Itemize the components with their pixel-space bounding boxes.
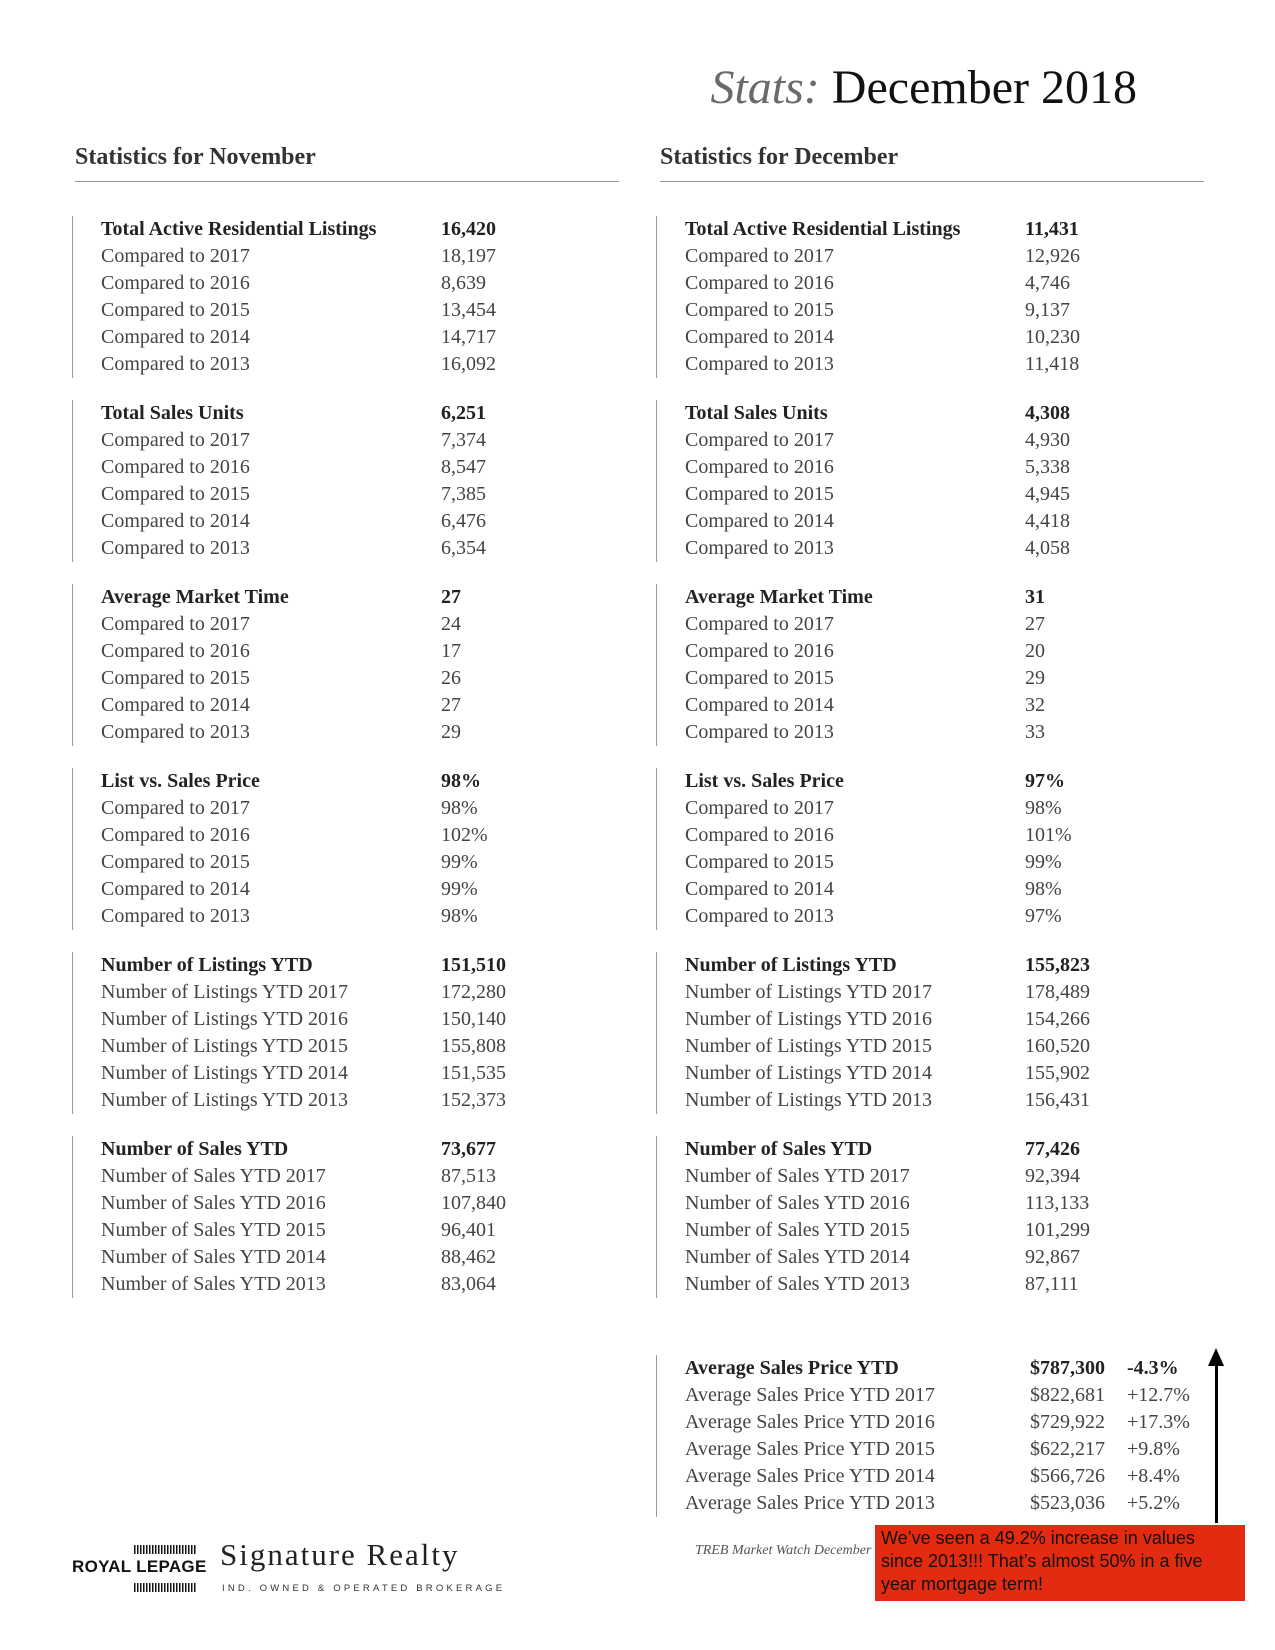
stat-row [101,1087,632,1114]
stat-row [685,719,1216,746]
stat-row [101,638,632,665]
stat-label: Number of Sales YTD [685,1138,873,1160]
stat-label: Compared to 2017 [685,429,834,451]
stat-value: 99% [1025,851,1062,873]
callout-note: We’ve seen a 49.2% increase in values since 2013!!! That’s almost 50% in a five year mortgage term! [875,1525,1245,1601]
stat-label: Compared to 2015 [101,667,250,689]
stat-label: Number of Sales YTD 2014 [101,1246,326,1268]
stat-value: 5,338 [1025,456,1070,478]
stat-row [685,1244,1216,1271]
stat-label: Compared to 2016 [685,272,834,294]
stat-value: 88,462 [441,1246,496,1268]
stat-value: 101% [1025,824,1072,846]
stat-label: Compared to 2013 [685,537,834,559]
stat-row [101,270,632,297]
price-row [685,1463,1245,1490]
stat-row [685,1190,1216,1217]
page-title-main: December 2018 [831,61,1137,114]
stat-label: Compared to 2017 [101,245,250,267]
source-note: TREB Market Watch December [695,1543,872,1558]
stat-row-total [101,584,632,611]
stat-value: 99% [441,878,478,900]
stat-row [101,795,632,822]
price-row-total [685,1355,1245,1382]
stat-value: 152,373 [441,1089,506,1111]
stats-section [72,400,632,562]
stat-row [685,849,1216,876]
stat-value: 6,476 [441,510,486,532]
stat-row [685,903,1216,930]
stat-value: 7,385 [441,483,486,505]
stat-value: 98% [1025,878,1062,900]
page-title [710,60,1137,115]
stat-row [101,719,632,746]
stat-row [685,351,1216,378]
logo-subtitle: IND. OWNED & OPERATED BROKERAGE [222,1583,506,1594]
stat-row [101,822,632,849]
stat-value: 97% [1025,905,1062,927]
stat-value: 14,717 [441,326,496,348]
stat-row-total [685,768,1216,795]
stats-section [656,952,1216,1114]
stat-row [685,638,1216,665]
stat-row [685,1060,1216,1087]
stats-section [656,216,1216,378]
stat-row [101,1190,632,1217]
stat-value: 6,354 [441,537,486,559]
stat-row [685,1217,1216,1244]
stat-label: Compared to 2013 [685,721,834,743]
stat-row [685,1006,1216,1033]
stat-value: 17 [441,640,461,662]
stat-label: Number of Sales YTD 2015 [685,1219,910,1241]
stat-label: Compared to 2016 [101,272,250,294]
stat-value: 16,420 [441,218,496,240]
stat-label: Compared to 2014 [685,510,834,532]
stats-section [72,584,632,746]
stat-row [101,481,632,508]
stat-value: 98% [1025,797,1062,819]
stat-row [685,324,1216,351]
stat-label: Compared to 2013 [685,353,834,375]
stat-label: Compared to 2015 [101,851,250,873]
stat-label: Compared to 2014 [685,694,834,716]
logo-name: Signature Realty [220,1537,460,1572]
stat-row-total [685,216,1216,243]
stat-row [101,876,632,903]
stat-row [685,876,1216,903]
stat-value: 154,266 [1025,1008,1090,1030]
november-stats-column [72,216,632,1320]
stat-row [685,481,1216,508]
stat-value: 155,808 [441,1035,506,1057]
stat-label: Compared to 2013 [101,537,250,559]
stat-row [685,427,1216,454]
stat-value: 92,394 [1025,1165,1080,1187]
stat-value: 12,926 [1025,245,1080,267]
stat-label: Compared to 2014 [101,510,250,532]
stat-label: Compared to 2017 [685,797,834,819]
stat-value: 18,197 [441,245,496,267]
stat-row-total [101,400,632,427]
stats-section [72,768,632,930]
stat-label: Number of Listings YTD 2016 [685,1008,933,1030]
stat-value: 77,426 [1025,1138,1080,1160]
price-value: $787,300 [1030,1357,1105,1379]
stat-row [685,665,1216,692]
price-change: +17.3% [1127,1411,1190,1433]
stat-value: 83,064 [441,1273,496,1295]
stat-value: 32 [1025,694,1045,716]
stat-label: Number of Sales YTD 2016 [101,1192,326,1214]
stat-label: Number of Sales YTD 2015 [101,1219,326,1241]
stat-value: 96,401 [441,1219,496,1241]
price-change: +9.8% [1127,1438,1180,1460]
stat-row-total [101,216,632,243]
stat-value: 99% [441,851,478,873]
stat-value: 4,945 [1025,483,1070,505]
stats-section [656,400,1216,562]
price-change: -4.3% [1127,1357,1179,1379]
price-label: Average Sales Price YTD 2014 [685,1465,935,1487]
stats-section [72,216,632,378]
stat-row [101,243,632,270]
stat-label: Total Sales Units [101,402,244,424]
stat-row-total [101,768,632,795]
december-heading: Statistics for December [660,144,1204,182]
stat-label: Total Active Residential Listings [685,218,961,240]
stat-label: Number of Listings YTD 2014 [101,1062,349,1084]
stat-label: Number of Listings YTD 2013 [101,1089,349,1111]
stat-label: Compared to 2013 [101,905,250,927]
stat-label: Compared to 2016 [101,824,250,846]
stat-row [101,665,632,692]
stat-label: Average Market Time [101,586,289,608]
stat-label: Compared to 2016 [101,456,250,478]
november-heading: Statistics for November [75,144,619,182]
price-change: +8.4% [1127,1465,1180,1487]
stat-label: Number of Listings YTD 2017 [685,981,933,1003]
stat-value: 155,823 [1025,954,1090,976]
stats-section [656,768,1216,930]
stat-label: Total Sales Units [685,402,828,424]
stat-value: 107,840 [441,1192,506,1214]
stats-section [72,952,632,1114]
stat-row [685,243,1216,270]
stat-label: Number of Sales YTD 2017 [101,1165,326,1187]
stat-value: 4,308 [1025,402,1070,424]
price-row [685,1382,1245,1409]
stat-label: Number of Listings YTD 2015 [685,1035,933,1057]
stat-label: Compared to 2017 [101,429,250,451]
stat-value: 155,902 [1025,1062,1090,1084]
stat-row [685,1087,1216,1114]
stat-label: Number of Listings YTD 2013 [685,1089,933,1111]
logo-bars-bottom [134,1583,196,1592]
stat-label: Compared to 2015 [685,299,834,321]
stat-label: List vs. Sales Price [685,770,844,792]
stat-value: 151,535 [441,1062,506,1084]
stat-row [101,1163,632,1190]
stat-value: 11,418 [1025,353,1080,375]
stat-label: Total Active Residential Listings [101,218,377,240]
stat-row-total [685,584,1216,611]
stat-row [685,1033,1216,1060]
logo-bars-top [134,1545,196,1554]
stat-value: 16,092 [441,353,496,375]
stat-row [685,611,1216,638]
stat-value: 4,930 [1025,429,1070,451]
stat-row [685,297,1216,324]
stat-label: Compared to 2014 [685,326,834,348]
stat-value: 6,251 [441,402,486,424]
stat-value: 27 [1025,613,1045,635]
stat-label: Number of Listings YTD 2015 [101,1035,349,1057]
price-value: $622,217 [1030,1438,1105,1460]
stat-label: Compared to 2015 [101,483,250,505]
price-label: Average Sales Price YTD 2015 [685,1438,935,1460]
stat-label: Number of Sales YTD 2013 [685,1273,910,1295]
stat-value: 97% [1025,770,1065,792]
stat-value: 27 [441,694,461,716]
stat-row [101,535,632,562]
stat-label: Compared to 2013 [101,721,250,743]
stat-value: 20 [1025,640,1045,662]
stat-label: Compared to 2015 [685,483,834,505]
stat-value: 98% [441,905,478,927]
price-change: +12.7% [1127,1384,1190,1406]
stat-row [101,427,632,454]
stat-value: 31 [1025,586,1045,608]
stat-row [101,324,632,351]
stat-value: 98% [441,770,481,792]
stat-value: 29 [1025,667,1045,689]
stat-label: Number of Sales YTD 2017 [685,1165,910,1187]
stat-value: 151,510 [441,954,506,976]
stat-label: Number of Listings YTD 2014 [685,1062,933,1084]
stat-value: 4,058 [1025,537,1070,559]
stat-label: Compared to 2017 [101,797,250,819]
stat-row [685,454,1216,481]
price-row [685,1436,1245,1463]
stat-value: 13,454 [441,299,496,321]
stat-value: 87,111 [1025,1273,1079,1295]
stat-value: 113,133 [1025,1192,1090,1214]
stat-row [685,822,1216,849]
price-value: $822,681 [1030,1384,1105,1406]
stat-row [685,270,1216,297]
stat-value: 4,418 [1025,510,1070,532]
stat-value: 101,299 [1025,1219,1090,1241]
stat-label: Compared to 2015 [685,667,834,689]
stat-row [101,1217,632,1244]
stat-value: 27 [441,586,461,608]
price-value: $729,922 [1030,1411,1105,1433]
stat-row [685,979,1216,1006]
stat-label: Compared to 2016 [685,824,834,846]
stat-row [101,454,632,481]
stat-value: 150,140 [441,1008,506,1030]
stat-label: Average Market Time [685,586,873,608]
stat-value: 156,431 [1025,1089,1090,1111]
stat-value: 24 [441,613,461,635]
stat-row [101,297,632,324]
stat-row [685,535,1216,562]
stat-row [101,1271,632,1298]
stats-section [72,1136,632,1298]
stat-label: Compared to 2015 [685,851,834,873]
stat-row-total [101,952,632,979]
stat-label: Number of Listings YTD [685,954,897,976]
stat-row [101,1006,632,1033]
stat-label: Compared to 2014 [101,878,250,900]
stat-label: Number of Listings YTD 2016 [101,1008,349,1030]
stat-value: 4,746 [1025,272,1070,294]
stat-row [101,1060,632,1087]
up-arrow-icon [1215,1356,1218,1523]
stat-row-total [685,952,1216,979]
logo-brand: ROYAL LEPAGE [72,1557,207,1576]
stat-value: 10,230 [1025,326,1080,348]
stat-value: 9,137 [1025,299,1070,321]
stat-row [101,351,632,378]
stat-label: Compared to 2014 [685,878,834,900]
stat-label: Compared to 2017 [685,613,834,635]
price-value: $566,726 [1030,1465,1105,1487]
price-label: Average Sales Price YTD [685,1357,899,1379]
page-title-prefix: Stats: [710,61,820,114]
stat-row [101,849,632,876]
stat-row [101,979,632,1006]
stat-label: Number of Sales YTD 2013 [101,1273,326,1295]
stat-value: 102% [441,824,488,846]
price-row [685,1490,1245,1517]
stat-label: Compared to 2017 [685,245,834,267]
price-label: Average Sales Price YTD 2013 [685,1492,935,1514]
stat-row [685,692,1216,719]
stat-label: Compared to 2017 [101,613,250,635]
stat-value: 92,867 [1025,1246,1080,1268]
stat-label: Compared to 2016 [685,456,834,478]
price-label: Average Sales Price YTD 2017 [685,1384,935,1406]
december-stats-column [656,216,1216,1320]
stat-label: Number of Listings YTD 2017 [101,981,349,1003]
stat-label: Number of Sales YTD [101,1138,289,1160]
stat-row [685,795,1216,822]
stat-label: Compared to 2016 [685,640,834,662]
stat-row [685,508,1216,535]
stat-label: Compared to 2016 [101,640,250,662]
stat-label: Compared to 2015 [101,299,250,321]
stat-row [101,611,632,638]
stat-row [101,692,632,719]
stat-row-total [101,1136,632,1163]
stat-value: 29 [441,721,461,743]
stat-value: 26 [441,667,461,689]
stat-label: Compared to 2013 [101,353,250,375]
stat-row [101,1033,632,1060]
stat-row [685,1163,1216,1190]
price-row [685,1409,1245,1436]
price-value: $523,036 [1030,1492,1105,1514]
stat-value: 98% [441,797,478,819]
stat-label: Number of Sales YTD 2016 [685,1192,910,1214]
stat-row [101,508,632,535]
average-sales-price-section [656,1355,1245,1517]
stat-label: Number of Sales YTD 2014 [685,1246,910,1268]
stat-label: Number of Listings YTD [101,954,313,976]
stat-value: 160,520 [1025,1035,1090,1057]
stat-row-total [685,1136,1216,1163]
stat-label: Compared to 2014 [101,326,250,348]
stat-value: 87,513 [441,1165,496,1187]
stat-row [101,1244,632,1271]
stat-row-total [685,400,1216,427]
stat-value: 33 [1025,721,1045,743]
stat-value: 172,280 [441,981,506,1003]
stats-section [656,1136,1216,1298]
stat-value: 7,374 [441,429,486,451]
footer-logo [72,1537,506,1605]
stat-value: 8,547 [441,456,486,478]
stat-value: 11,431 [1025,218,1079,240]
stat-label: Compared to 2014 [101,694,250,716]
stat-value: 8,639 [441,272,486,294]
stat-label: Compared to 2013 [685,905,834,927]
price-change: +5.2% [1127,1492,1180,1514]
stat-row [101,903,632,930]
stat-label: List vs. Sales Price [101,770,260,792]
stat-row [685,1271,1216,1298]
stat-value: 178,489 [1025,981,1090,1003]
stat-value: 73,677 [441,1138,496,1160]
price-label: Average Sales Price YTD 2016 [685,1411,935,1433]
stats-section [656,584,1216,746]
